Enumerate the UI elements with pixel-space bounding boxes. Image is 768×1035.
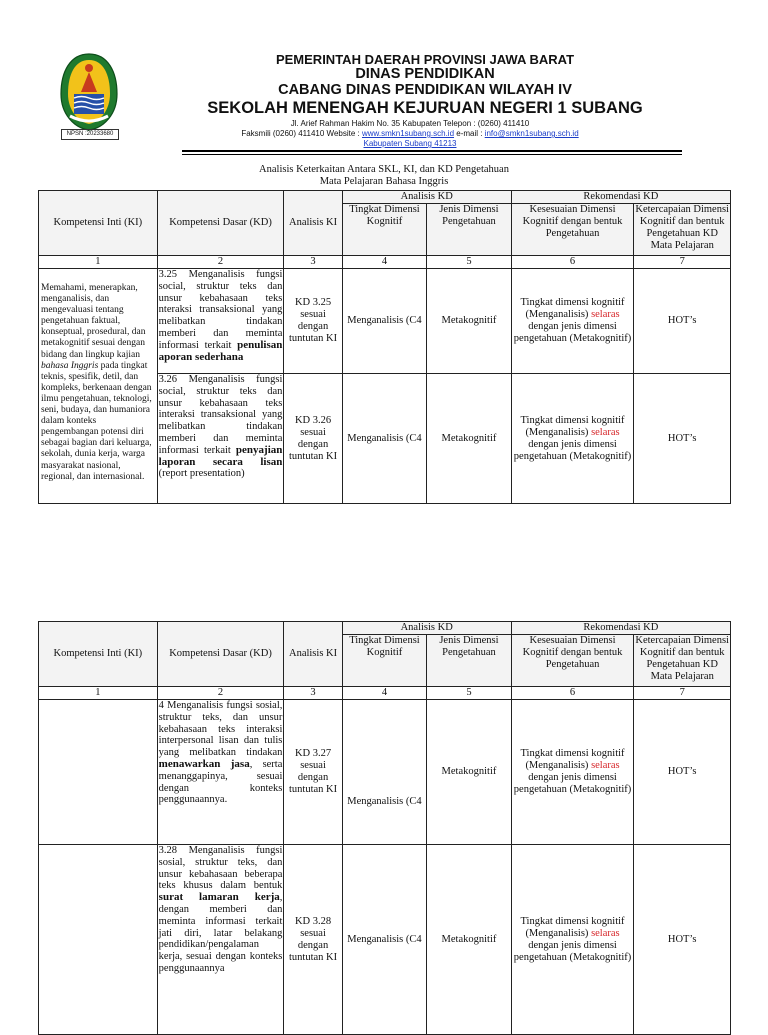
table-row [39, 269, 731, 374]
header-rekomendasi: Rekomendasi KD [511, 191, 730, 204]
header-tingkat: Tingkat Dimensi Kognitif [342, 204, 426, 256]
header-analisis-kd: Analisis KD [342, 622, 511, 635]
kesesuaian-text: Tingkat dimensi kognitif (Menganalisis) [520, 297, 625, 320]
ki-empty-cell [39, 700, 158, 845]
ki-text-italic: bahasa Inggris [41, 360, 99, 371]
header-ketercapaian: Ketercapaian Dimensi Kognitif dan bentuk Pengetahuan KD Mata Pelajaran [634, 204, 731, 256]
kesesuaian-highlight: selaras [591, 760, 620, 771]
col-num: 4 [342, 687, 426, 700]
header-analisis-ki: Analisis KI [284, 191, 342, 256]
col-num: 2 [157, 256, 284, 269]
col-num: 2 [157, 687, 284, 700]
ki-text-part: Memahami, menerapkan, menganalisis, dan mengevaluasi tentang pengetahuan faktual, konseptual, prosedural, dan metakognitif sesuai dengan bidang dan lingkup kajian [41, 283, 146, 360]
kesesuaian-cell [511, 269, 634, 374]
kesesuaian-text: Tingkat dimensi kognitif (Menganalisis) [520, 748, 625, 771]
kd-description [157, 845, 284, 1035]
kd-text: 3.28 Menganalisis fungsi sosial, struktur teks, dan unsur kebahasaan beberapa teks khusus dalam bentuk [158, 845, 283, 892]
kesesuaian-text: dengan jenis dimensi pengetahuan (Metakognitif) [513, 438, 632, 462]
kesesuaian-highlight: selaras [591, 309, 620, 320]
document-title [0, 164, 768, 188]
npsn-label: NPSN :20233680 [61, 129, 119, 140]
header-rekomendasi: Rekomendasi KD [511, 622, 730, 635]
ketercapaian-cell: HOT’s [634, 374, 731, 504]
subtitle-line: Mata Pelajaran Bahasa Inggris [319, 176, 449, 187]
col-num: 5 [427, 256, 511, 269]
kd-text-bold: penyajian laporan secara lisan [158, 443, 283, 468]
kd-description [157, 700, 284, 845]
ki-text-part: pada tingkat teknis, spesifik, detil, dan kompleks, berkenaan dengan ilmu pengetahuan, teknologi, seni, budaya, dan humaniora dalam konteks pengembangan potensi diri sebagai bagian dari keluarga, sekolah, dunia kerja, warga masyarakat nasional, regional, dan internasional. [41, 360, 152, 482]
letterhead-rule [182, 150, 682, 152]
title-line: Analisis Keterkaitan Antara SKL, KI, dan KD Pengetahuan [259, 164, 509, 175]
jenis-cell: Metakognitif [427, 845, 511, 1035]
kesesuaian-text: dengan jenis dimensi pengetahuan (Metakognitif) [513, 939, 632, 963]
email-prefix: e-mail : [454, 129, 485, 138]
col-num: 1 [39, 687, 158, 700]
kd-text-tail: , dengan memberi dan meminta informasi terkait jati diri, latar belakang pendidikan/pengalaman kerja, sesuai dengan konteks penggunaannya [158, 892, 283, 974]
website-link[interactable]: www.smkn1subang.sch.id [361, 129, 455, 138]
header-jenis: Jenis Dimensi Pengetahuan [427, 635, 511, 687]
kesesuaian-cell [511, 700, 634, 845]
kd-description [157, 374, 284, 504]
tingkat-cell: Menganalisis (C4 [342, 374, 426, 504]
city-line: Kabupaten Subang 41213 [363, 139, 457, 148]
kesesuaian-text: dengan jenis dimensi pengetahuan (Metakognitif) [513, 772, 632, 795]
letterhead [0, 0, 768, 160]
kesesuaian-text: Tingkat dimensi kognitif (Menganalisis) [520, 915, 625, 939]
header-jenis: Jenis Dimensi Pengetahuan [427, 204, 511, 256]
jenis-cell: Metakognitif [427, 269, 511, 374]
letterhead-titles [120, 52, 730, 118]
kd-text-bold: surat lamaran kerja [158, 891, 280, 904]
branch-line: CABANG DINAS PENDIDIKAN WILAYAH IV [278, 82, 572, 98]
table-row [39, 700, 731, 845]
col-num: 1 [39, 256, 158, 269]
col-num: 6 [511, 256, 634, 269]
kesesuaian-cell [511, 845, 634, 1035]
header-ketercapaian: Ketercapaian Dimensi Kognitif dan bentuk Pengetahuan KD Mata Pelajaran [634, 635, 731, 687]
tingkat-cell: Menganalisis (C4 [342, 269, 426, 374]
header-kesesuaian: Kesesuaian Dimensi Kognitif dengan bentuk Pengetahuan [511, 204, 634, 256]
kd-text-bold: menawarkan jasa [158, 757, 250, 770]
address-block [200, 119, 620, 149]
kesesuaian-text: Tingkat dimensi kognitif (Menganalisis) [520, 414, 625, 438]
col-num: 7 [634, 256, 731, 269]
tingkat-cell: Menganalisis (C4 [342, 845, 426, 1035]
kesesuaian-highlight: selaras [591, 927, 620, 939]
analisis-ki-cell: KD 3.25 sesuai dengan tuntutan KI [284, 269, 342, 374]
header-kesesuaian: Kesesuaian Dimensi Kognitif dengan bentuk Pengetahuan [511, 635, 634, 687]
jenis-cell: Metakognitif [427, 700, 511, 845]
header-analisis-kd: Analisis KD [342, 191, 511, 204]
kd-text: 3.25 Menganalisis fungsi social, struktur teks dan unsur kebahasaan teks nteraksi transaksional yang melibatkan tindakan memberi dan meminta informasi terkait [158, 269, 283, 351]
header-ki: Kompetensi Inti (KI) [39, 622, 158, 687]
col-num: 4 [342, 256, 426, 269]
col-num: 7 [634, 687, 731, 700]
ketercapaian-cell: HOT’s [634, 269, 731, 374]
table-row [39, 845, 731, 1035]
school-name: SEKOLAH MENENGAH KEJURUAN NEGERI 1 SUBANG [207, 99, 643, 117]
kd-text-bold: penulisan aporan sederhana [158, 338, 283, 363]
jenis-cell: Metakognitif [427, 374, 511, 504]
contact-line [200, 129, 620, 139]
analisis-ki-cell: KD 3.28 sesuai dengan tuntutan KI [284, 845, 342, 1035]
ketercapaian-cell: HOT’s [634, 845, 731, 1035]
col-num: 3 [284, 687, 342, 700]
header-tingkat: Tingkat Dimensi Kognitif [342, 635, 426, 687]
col-num: 3 [284, 256, 342, 269]
kd-description [157, 269, 284, 374]
kd-text: 4 Menganalisis fungsi sosial, struktur teks, dan unsur kebahasaan teks interaksi interpersonal lisan dan tulis yang melibatkan tindakan [158, 700, 283, 759]
address-line: Jl. Arief Rahman Hakim No. 35 Kabupaten Telepon : (0260) 411410 [290, 119, 530, 128]
analysis-table-2 [38, 621, 731, 1035]
dept-line: DINAS PENDIDIKAN [355, 66, 495, 82]
header-kd: Kompetensi Dasar (KD) [157, 622, 284, 687]
header-ki: Kompetensi Inti (KI) [39, 191, 158, 256]
kd-text-tail: , serta menanggapinya, sesuai dengan konteks penggunaannya. [158, 758, 283, 806]
header-kd: Kompetensi Dasar (KD) [157, 191, 284, 256]
ki-empty-cell [39, 845, 158, 1035]
kesesuaian-highlight: selaras [591, 426, 620, 438]
kd-text: 3.26 Menganalisis fungsi social, struktur teks dan unsur kebahasaan teks interaksi transaksional yang melibatkan tindakan memberi dan meminta informasi terkait [158, 374, 283, 456]
kesesuaian-cell [511, 374, 634, 504]
analisis-ki-cell: KD 3.27 sesuai dengan tuntutan KI [284, 700, 342, 845]
contact-prefix: Faksmili (0260) 411410 Website : [241, 129, 362, 138]
tingkat-cell: Menganalisis (C4 [342, 700, 426, 845]
ki-description [39, 269, 158, 504]
col-num: 6 [511, 687, 634, 700]
kesesuaian-text: dengan jenis dimensi pengetahuan (Metakognitif) [513, 321, 632, 344]
letterhead-rule-thin [182, 154, 682, 155]
header-analisis-ki: Analisis KI [284, 622, 342, 687]
analysis-table-1 [38, 190, 731, 504]
col-num: 5 [427, 687, 511, 700]
analisis-ki-cell: KD 3.26 sesuai dengan tuntutan KI [284, 374, 342, 504]
email-link[interactable]: info@smkn1subang.sch.id [484, 129, 579, 138]
gov-line: PEMERINTAH DAERAH PROVINSI JAWA BARAT [275, 52, 575, 67]
ketercapaian-cell: HOT’s [634, 700, 731, 845]
kd-text-tail: (report presentation) [158, 468, 245, 480]
jawa-barat-emblem-icon [58, 52, 120, 132]
